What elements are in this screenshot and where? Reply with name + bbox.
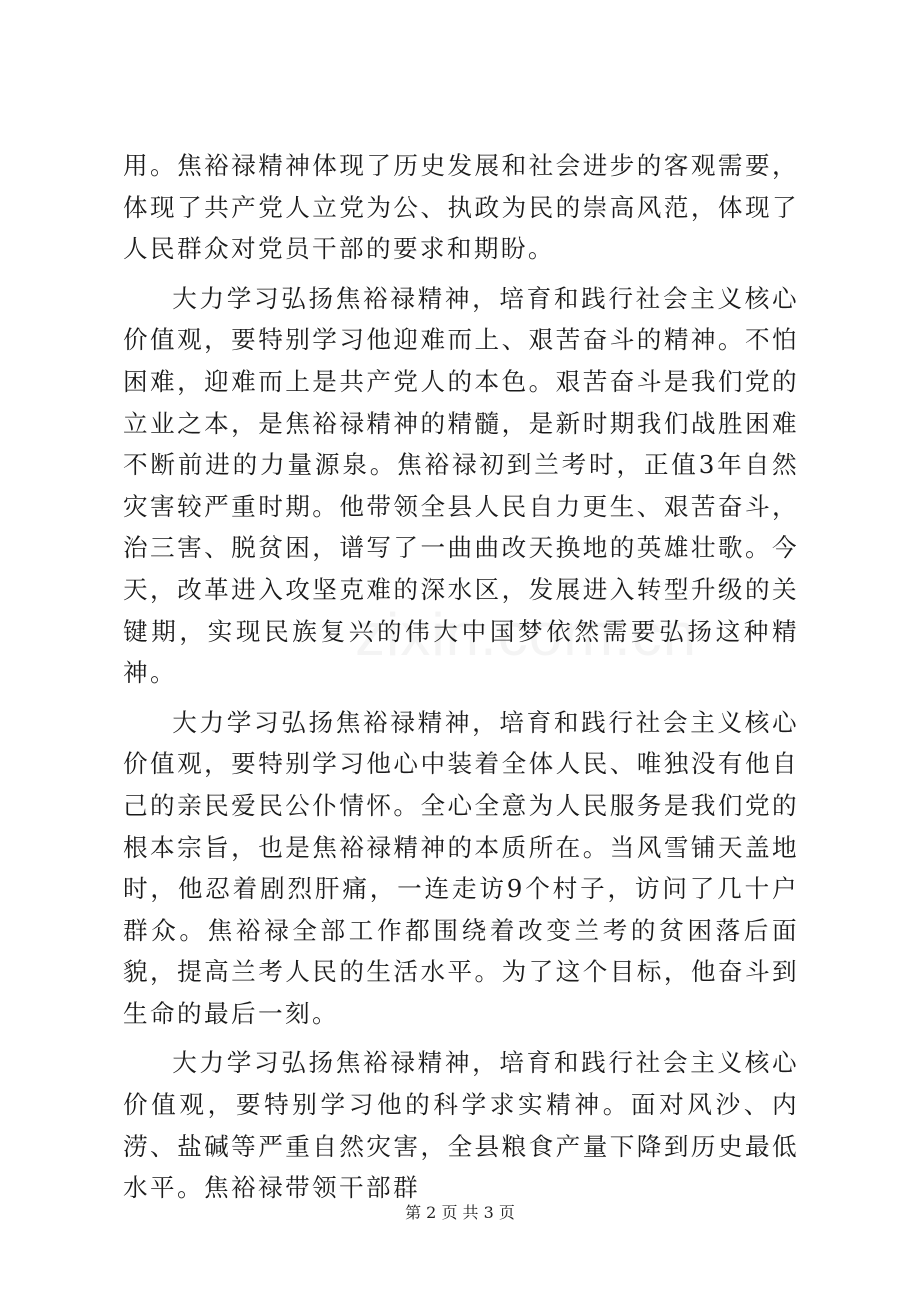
paragraph: 大力学习弘扬焦裕禄精神，培育和践行社会主义核心价值观，要特别学习他迎难而上、艰苦奋斗的精神。不怕困难，迎难而上是共产党人的本色。艰苦奋斗是我们党的立业之本，是焦裕禄精神的精髓，是新时期我们战胜困难不断前进的力量源泉。焦裕禄初到兰考时，正值3年自然灾害较严重时期。他带领全县人民自力更生、艰苦奋斗，治三害、脱贫困，谱写了一曲曲改天换地的英雄壮歌。今天，改革进入攻坚克难的深水区，发展进入转型升级的关键期，实现民族复兴的伟大中国梦依然需要弘扬这种精神。 — [123, 283, 799, 688]
paragraph: 用。焦裕禄精神体现了历史发展和社会进步的客观需要，体现了共产党人立党为公、执政为民的崇高风范，体现了人民群众对党员干部的要求和期盼。 — [123, 151, 799, 264]
paragraph: 大力学习弘扬焦裕禄精神，培育和践行社会主义核心价值观，要特别学习他的科学求实精神。面对风沙、内涝、盐碱等严重自然灾害，全县粮食产量下降到历史最低水平。焦裕禄带领干部群 — [123, 1048, 799, 1203]
document-body — [123, 145, 799, 1209]
page-footer: 第 2 页 共 3 页 — [405, 1203, 515, 1222]
paragraph: 大力学习弘扬焦裕禄精神，培育和践行社会主义核心价值观，要特别学习他心中装着全体人民、唯独没有他自己的亲民爱民公仆情怀。全心全意为人民服务是我们党的根本宗旨，也是焦裕禄精神的本质所在。当风雪铺天盖地时，他忍着剧烈肝痛，一连走访9个村子，访问了几十户群众。焦裕禄全部工作都围绕着改变兰考的贫困落后面貌，提高兰考人民的生活水平。为了这个目标，他奋斗到生命的最后一刻。 — [123, 707, 799, 1028]
